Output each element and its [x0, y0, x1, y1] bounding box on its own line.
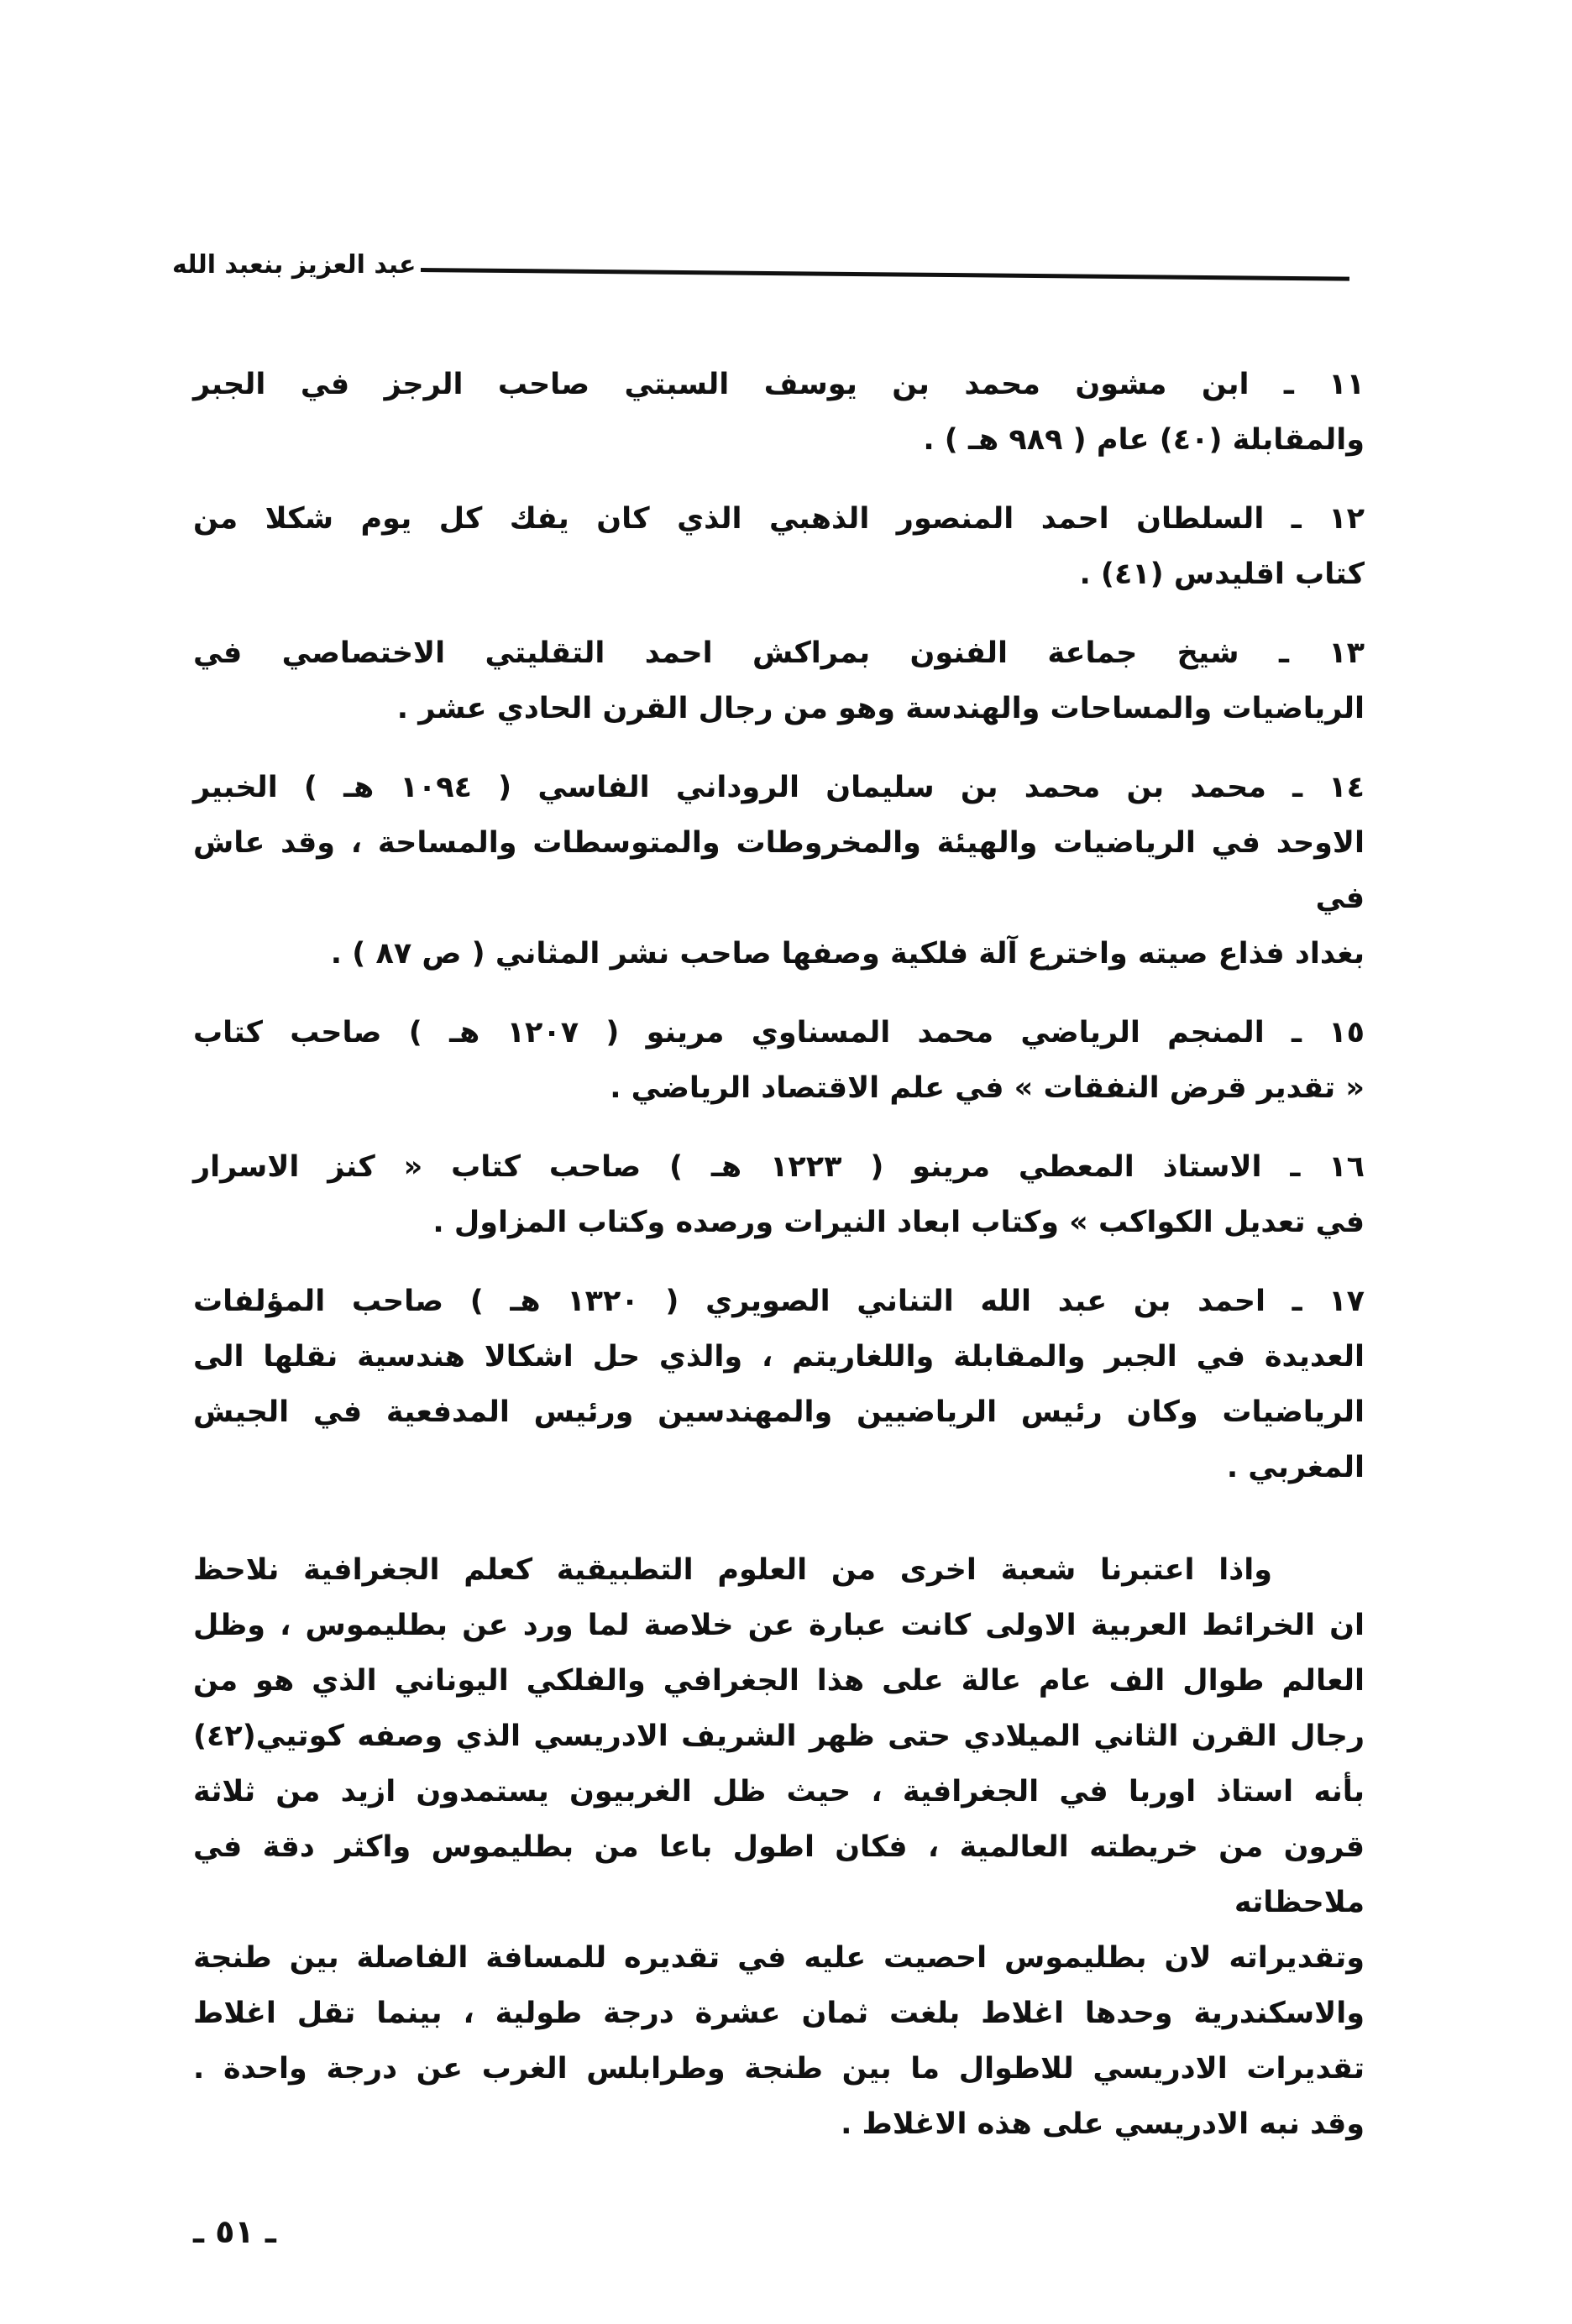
paragraph-line-1: واذا اعتبرنا شعبة اخرى من العلوم التطبيقية كعلم الجغرافية نلاحظ [193, 1553, 1272, 1587]
list-item-15 [193, 1005, 1365, 1116]
header-rule [421, 268, 1349, 281]
paragraph-line-5: بأنه استاذ اوربا في الجغرافية ، حيث ظل الغربيون يستمدون ازيد من ثلاثة [193, 1775, 1365, 1808]
paragraph-line-6: قرون من خريطته العالمية ، فكان اطول باعا من بطليموس واكثر دقة في ملاحظاته [193, 1830, 1365, 1919]
item-13-line-2: الرياضيات والمساحات والهندسة وهو من رجال القرن الحادي عشر . [396, 692, 1365, 725]
item-17-line-1: ١٧ ـ احمد بن عبد الله التناني الصويري ( ١٣٢٠ هـ ) صاحب المؤلفات [193, 1285, 1365, 1318]
item-16-line-1: ١٦ ـ الاستاذ المعطي مرينو ( ١٢٢٣ هـ ) صاحب كتاب « كنز الاسرار [193, 1150, 1365, 1184]
item-11-line-1: ١١ ـ ابن مشون محمد بن يوسف السبتي صاحب الرجز في الجبر [193, 368, 1365, 401]
body-paragraph [193, 1542, 1365, 2152]
list-item-14 [193, 760, 1365, 981]
item-14-line-1: ١٤ ـ محمد بن محمد بن سليمان الروداني الفاسي ( ١٠٩٤ هـ ) الخبير [193, 771, 1365, 804]
paragraph-line-7: وتقديراته لان بطليموس احصيت عليه في تقديره للمسافة الفاصلة بين طنجة [193, 1941, 1365, 1975]
item-17-line-2: العديدة في الجبر والمقابلة واللغاريتم ، والذي حل اشكالا هندسية نقلها الى [193, 1340, 1365, 1374]
item-16-line-2: في تعديل الكواكب » وكتاب ابعاد النيرات ورصده وكتاب المزاول . [432, 1206, 1365, 1239]
item-11-line-2: والمقابلة (٤٠) عام ( ٩٨٩ هـ ) . [923, 423, 1365, 457]
paragraph-line-2: ان الخرائط العربية الاولى كانت عبارة عن خلاصة لما ورد عن بطليموس ، وظل [193, 1609, 1365, 1642]
paragraph-line-3: العالم طوال الف عام عالة على هذا الجغرافي والفلكي اليوناني الذي هو من [193, 1664, 1365, 1698]
page-body [193, 357, 1365, 2253]
item-15-line-2: « تقدير قرض النفقات » في علم الاقتصاد الرياضي . [610, 1071, 1365, 1105]
item-17-line-4: المغربي . [1226, 1451, 1365, 1484]
list-item-11 [193, 357, 1365, 468]
item-14-line-2: الاوحد في الرياضيات والهيئة والمخروطات والمتوسطات والمساحة ، وقد عاش في [193, 826, 1365, 915]
paragraph-line-9: تقديرات الادريسي للاطوال ما بين طنجة وطرابلس الغرب عن درجة واحدة . [193, 2052, 1365, 2086]
paragraph-line-10: وقد نبه الادريسي على هذه الاغلاط . [841, 2107, 1365, 2141]
item-17-line-3: الرياضيات وكان رئيس الرياضيين والمهندسين ورئيس المدفعية في الجيش [193, 1395, 1365, 1429]
item-13-line-1: ١٣ ـ شيخ جماعة الفنون بمراكش احمد التقليتي الاختصاصي في [193, 636, 1365, 670]
item-12-line-2: كتاب اقليدس (٤١) . [1079, 557, 1365, 591]
item-15-line-1: ١٥ ـ المنجم الرياضي محمد المسناوي مرينو ( ١٢٠٧ هـ ) صاحب كتاب [193, 1016, 1365, 1049]
page-number: ـ ٥١ ـ [193, 2213, 276, 2250]
running-header-author: عبد العزيز بنعبد الله [172, 250, 417, 280]
list-item-16 [193, 1139, 1365, 1250]
paragraph-line-4: رجال القرن الثاني الميلادي حتى ظهر الشريف الادريسي الذي وصفه كوتيي(٤٢) [193, 1719, 1365, 1753]
list-item-12 [193, 491, 1365, 602]
paragraph-line-8: والاسكندرية وحدها اغلاط بلغت ثمان عشرة درجة طولية ، بينما تقل اغلاط [193, 1997, 1365, 2030]
item-12-line-1: ١٢ ـ السلطان احمد المنصور الذهبي الذي كان يفك كل يوم شكلا من [193, 502, 1365, 536]
item-14-line-3: بغداد فذاع صيته واخترع آلة فلكية وصفها صاحب نشر المثاني ( ص ٨٧ ) . [330, 937, 1365, 971]
list-item-17 [193, 1274, 1365, 1495]
running-header [172, 249, 1349, 282]
list-item-13 [193, 625, 1365, 736]
